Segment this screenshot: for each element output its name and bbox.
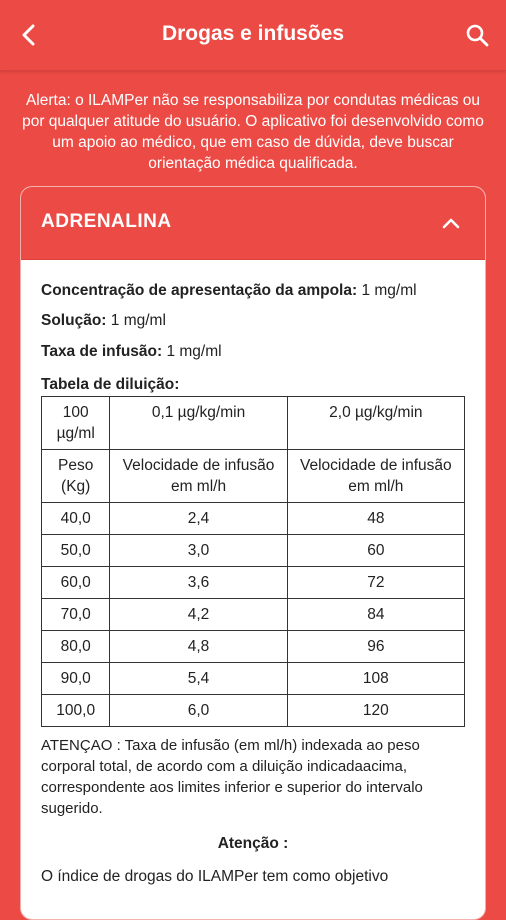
drug-name: ADRENALINA <box>41 211 172 232</box>
table-cell: 3,6 <box>110 567 287 599</box>
chevron-up-icon <box>442 217 460 229</box>
table-cell: 84 <box>287 599 464 631</box>
tabela-label: Tabela de diluição: <box>41 376 180 393</box>
table-row <box>42 535 465 567</box>
search-icon <box>465 23 489 47</box>
table-row <box>42 663 465 695</box>
solucao-label: Solução: <box>41 312 107 329</box>
table-cell: 80,0 <box>42 631 110 663</box>
disclaimer-alert: Alerta: o ILAMPer não se responsabiliza por condutas médicas ou por qualquer atitude do usuário. O aplicativo foi desenvolvido como um apoio ao médico, que em caso de dúvida, deve buscar orientação médica qualificada. <box>22 92 484 172</box>
table-cell: 6,0 <box>110 695 287 727</box>
table-row <box>42 567 465 599</box>
collapse-button[interactable] <box>439 211 463 235</box>
table-cell: 72 <box>287 567 464 599</box>
table-row <box>42 599 465 631</box>
dilution-table <box>41 396 465 727</box>
app-bar <box>0 0 506 71</box>
table-cell: 3,0 <box>110 535 287 567</box>
table-cell: 60 <box>287 535 464 567</box>
table-cell: 100,0 <box>42 695 110 727</box>
table-cell: 40,0 <box>42 503 110 535</box>
table-header-row <box>42 450 465 503</box>
table-cell: 48 <box>287 503 464 535</box>
table-row <box>42 503 465 535</box>
page-title: Drogas e infusões <box>161 22 345 45</box>
table-cell: 70,0 <box>42 599 110 631</box>
table-header-cell: 0,1 µg/kg/min <box>110 397 287 450</box>
infusion-note: ATENÇAO : Taxa de infusão (em ml/h) indexada ao peso corporal total, de acordo com a diluição indicadaacima, correspondente aos limites inferior e superior do intervalo sugerido. <box>41 737 423 817</box>
table-cell: 120 <box>287 695 464 727</box>
taxa-value: 1 mg/ml <box>166 343 222 360</box>
concentracao-info <box>41 280 465 301</box>
drug-card <box>20 186 486 920</box>
atencao-heading: Atenção : <box>217 835 289 852</box>
table-header-cell: 2,0 µg/kg/min <box>287 397 464 450</box>
taxa-info <box>41 341 465 362</box>
table-cell: 60,0 <box>42 567 110 599</box>
table-cell: 96 <box>287 631 464 663</box>
description-text: O índice de drogas do ILAMPer tem como objetivo <box>41 868 389 885</box>
drug-card-body <box>21 280 485 887</box>
table-cell: 50,0 <box>42 535 110 567</box>
drug-card-header[interactable] <box>21 187 485 260</box>
table-cell: 108 <box>287 663 464 695</box>
table-header-cell: Velocidade de infusão em ml/h <box>287 450 464 503</box>
table-cell: 4,2 <box>110 599 287 631</box>
table-header-cell: Peso (Kg) <box>42 450 110 503</box>
table-header-row <box>42 397 465 450</box>
table-cell: 4,8 <box>110 631 287 663</box>
concentracao-label: Concentração de apresentação da ampola: <box>41 282 358 299</box>
table-row <box>42 631 465 663</box>
solucao-info <box>41 310 465 331</box>
taxa-label: Taxa de infusão: <box>41 343 163 360</box>
table-row <box>42 695 465 727</box>
solucao-value: 1 mg/ml <box>110 312 166 329</box>
table-cell: 2,4 <box>110 503 287 535</box>
search-button[interactable] <box>462 20 492 50</box>
table-cell: 5,4 <box>110 663 287 695</box>
table-header-cell: Velocidade de infusão em ml/h <box>110 450 287 503</box>
table-cell: 90,0 <box>42 663 110 695</box>
table-header-cell: 100 µg/ml <box>42 397 110 450</box>
concentracao-value: 1 mg/ml <box>361 282 417 299</box>
